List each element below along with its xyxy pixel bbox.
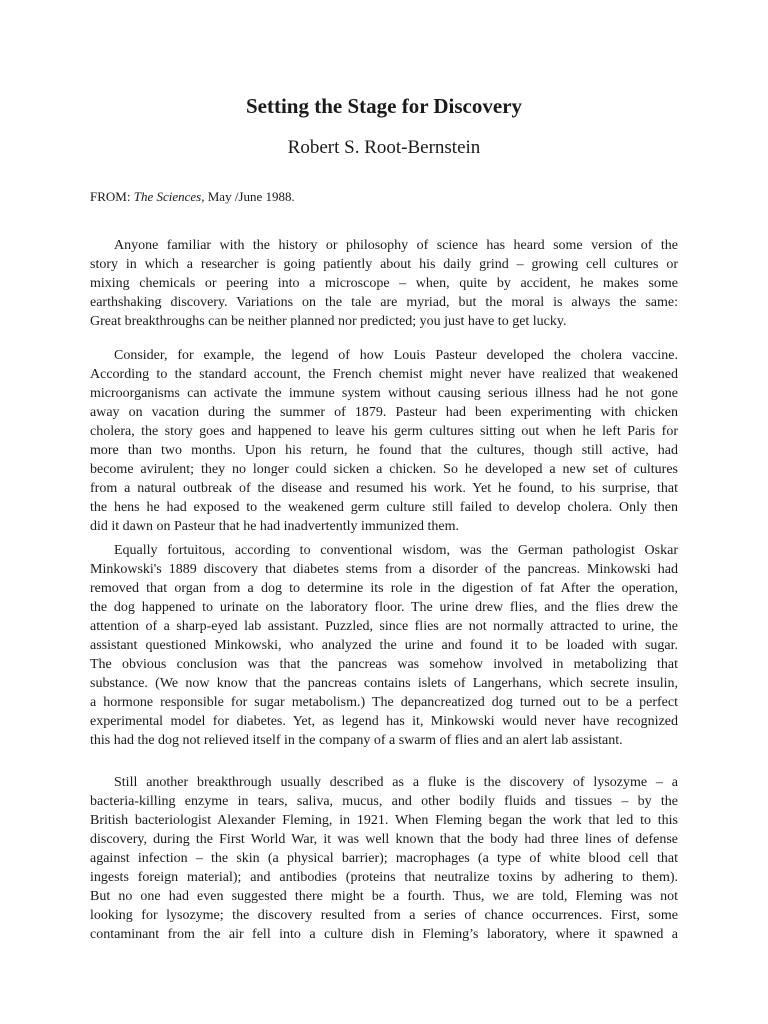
text-line: But no one had even suggested there might be a fourth. Thus, we are told, Fleming was not: [90, 889, 678, 904]
text-line: assistant questioned Minkowski, who analyzed the urine and found it to be loaded with sugar.: [90, 638, 678, 653]
text-line: the dog happened to urinate on the laboratory floor. The urine drew flies, and the flies drew the: [90, 600, 678, 615]
text-line: Minkowski's 1889 discovery that diabetes stems from a disorder of the pancreas. Minkowski had: [90, 562, 678, 577]
text-line: bacteria-killing enzyme in tears, saliva, mucus, and other bodily fluids and tissues – by the: [90, 794, 678, 809]
text-line: attention of a sharp-eyed lab assistant. Puzzled, since flies are not normally attracted to urine, the: [90, 619, 678, 634]
text-line: ingests foreign material); and antibodies (proteins that neutralize toxins by adhering to them).: [90, 870, 678, 885]
text-line: microorganisms can activate the immune system without causing serious illness had he not gone: [90, 386, 678, 401]
text-line: become avirulent; they no longer could sicken a chicken. So he developed a new set of cultures: [90, 462, 678, 477]
text-line: looking for lysozyme; the discovery resulted from a series of chance occurrences. First, some: [90, 908, 678, 923]
text-line: this had the dog not relieved itself in the company of a swarm of flies and an alert lab assistant.: [90, 733, 623, 748]
text-line: The obvious conclusion was that the pancreas was somehow involved in metabolizing that: [90, 657, 678, 672]
text-line: British bacteriologist Alexander Fleming, in 1921. When Fleming began the work that led to this: [90, 813, 678, 828]
text-line: discovery, during the First World War, it was well known that the body had three lines of defense: [90, 832, 678, 847]
text-line: did it dawn on Pasteur that he had inadvertently immunized them.: [90, 519, 459, 534]
text-line: Anyone familiar with the history or philosophy of science has heard some version of the: [114, 238, 678, 253]
source-date: May /June 1988.: [204, 189, 295, 204]
text-line: story in which a researcher is going patiently about his daily grind – growing cell cultures or: [90, 257, 678, 272]
paragraph-4: [90, 773, 678, 944]
document-title: Setting the Stage for Discovery: [245, 94, 523, 118]
paragraph-3: [90, 541, 678, 750]
source-prefix: FROM:: [90, 189, 134, 204]
text-line: Consider, for example, the legend of how Louis Pasteur developed the cholera vaccine.: [114, 348, 678, 363]
text-line: contaminant from the air fell into a culture dish in Fleming’s laboratory, where it spawned a: [90, 927, 678, 942]
text-line: According to the standard account, the French chemist might never have realized that weakened: [90, 367, 678, 382]
source-citation: [90, 189, 295, 205]
text-line: a hormone responsible for sugar metabolism.) The depancreatized dog turned out to be a perfect: [90, 695, 678, 710]
text-line: away on vacation during the summer of 1879. Pasteur had been experimenting with chicken: [90, 405, 678, 420]
paragraph-2: [90, 346, 678, 536]
text-line: Equally fortuitous, according to conventional wisdom, was the German pathologist Oskar: [114, 543, 678, 558]
text-line: experimental model for diabetes. Yet, as legend has it, Minkowski would never have recognized: [90, 714, 678, 729]
text-line: cholera, the story goes and happened to leave his germ cultures sitting out when he left Paris for: [90, 424, 678, 439]
paragraph-1: [90, 236, 678, 331]
source-journal: The Sciences,: [133, 189, 205, 204]
text-line: more than two months. Upon his return, he found that the cultures, though still active, had: [90, 443, 678, 458]
text-line: against infection – the skin (a physical barrier); macrophages (a type of white blood cell that: [90, 851, 678, 866]
text-line: the hens he had exposed to the weakened germ culture still failed to develop cholera. Only then: [90, 500, 678, 515]
text-line: mixing chemicals or peering into a microscope – when, quite by accident, he makes some: [90, 276, 678, 291]
text-line: earthshaking discovery. Variations on the tale are myriad, but the moral is always the same:: [90, 295, 678, 310]
text-line: from a natural outbreak of the disease and resumed his work. Yet he found, to his surprise, that: [90, 481, 678, 496]
text-line: substance. (We now know that the pancreas contains islets of Langerhans, which secrete insulin,: [90, 676, 678, 691]
author-name: Robert S. Root-Bernstein: [287, 137, 481, 158]
text-line: Great breakthroughs can be neither planned nor predicted; you just have to get lucky.: [90, 314, 567, 329]
text-line: removed that organ from a dog to determine its role in the digestion of fat After the operation,: [90, 581, 678, 596]
text-line: Still another breakthrough usually described as a fluke is the discovery of lysozyme – a: [114, 775, 678, 790]
